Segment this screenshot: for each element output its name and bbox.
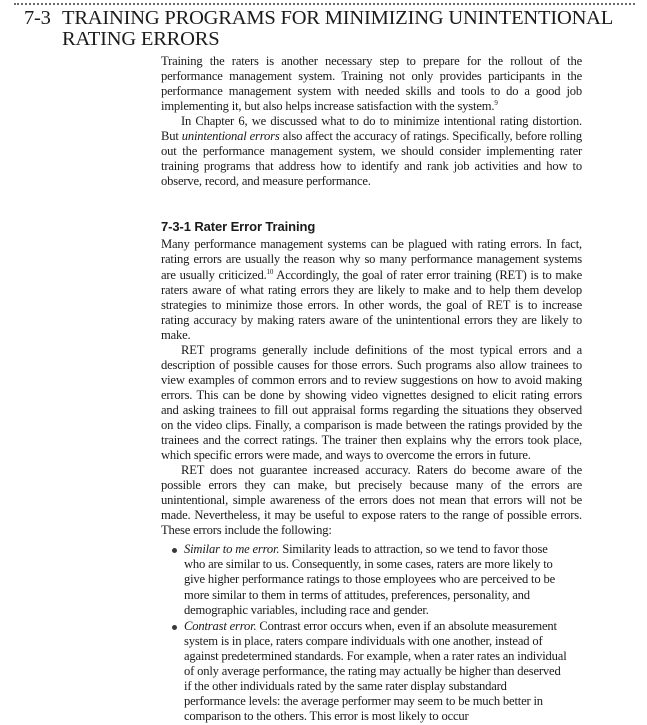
intro-paragraph-2: In Chapter 6, we discussed what to do to minimize intentional rating distortion. But unintentional errors also affect the accuracy of ratings. Specifically, before rolling out the performance management system, we should consider implementing rater training programs that address how to identify and rank job activities and how to observe, record, and measure performance. <box>161 114 582 189</box>
list-item-text: Contrast error occurs when, even if an absolute measurement system is in place, raters compare individuals with one another, instead of against predetermined standards. For example, when a rater rates an individual of only average performance, the rating may actually be higher than deserved if the other individuals rated by the same rater display substandard performance levels: the average performer may seem to be much better in comparison to the others. This error is most likely to occur <box>184 618 567 723</box>
intro-paragraph-1: Training the raters is another necessary step to prepare for the rollout of the performance management system. Training not only provides participants in the performance management system with needed skills and tools to do a good job implementing it, but also helps increase satisfaction with the system.$^9$ <box>161 54 582 114</box>
section-title-line1: TRAINING PROGRAMS FOR MINIMIZING UNINTENTIONAL <box>62 7 614 29</box>
list-item-term: Similar to me error. <box>184 542 280 557</box>
section-heading <box>24 8 634 50</box>
footnote-marker: 10 <box>266 267 274 276</box>
rater-error-paragraph-1: Many performance management systems can be plagued with rating errors. In fact, rating errors are usually the reason why so many performance management systems are usually criticized.$^{10}$ Accordingly, the goal of rater error training (RET) is to make raters aware of what rating errors they are likely to make and to help them develop strategies to minimize those errors. In other words, the goal of RET is to increase rating accuracy by making raters aware of the unintentional errors they are likely to make. <box>161 237 582 342</box>
section-number: 7-3 <box>24 7 51 29</box>
list-item <box>161 542 582 617</box>
footnote-marker: 9 <box>494 99 498 108</box>
bullet-icon <box>172 548 177 553</box>
list-item-term: Contrast error. <box>184 618 257 633</box>
list-item <box>161 619 582 724</box>
subsection-heading: 7-3-1 Rater Error Training <box>161 219 316 235</box>
list-item-text: Similarity leads to attraction, so we tend to favor those who are similar to us. Consequently, in some cases, raters are more likely to give higher performance ratings to those employees who are perceived to be more similar to them in terms of attitudes, preferences, personality, and demographic variables, including race and gender. <box>184 542 555 617</box>
bullet-icon <box>172 625 177 630</box>
emphasis-text: unintentional errors <box>181 129 280 144</box>
rater-error-paragraph-2: RET programs generally include definitions of the most typical errors and a description of possible causes for those errors. Such programs also allow trainees to view examples of common errors and to review suggestions on how to avoid making errors. This can be done by showing video vignettes designed to elicit rating errors and asking trainees to fill out appraisal forms regarding the situations they observed on the video clips. Finally, a comparison is made between the ratings provided by the trainees and the correct ratings. The trainer then explains why the errors took place, which specific errors were made, and ways to overcome the errors in future. <box>161 342 582 463</box>
top-dotted-rule <box>14 3 635 5</box>
body-text <box>161 54 582 725</box>
section-title-line2: RATING ERRORS <box>62 28 220 50</box>
rater-error-paragraph-3: RET does not guarantee increased accuracy. Raters do become aware of the possible errors they can make, but precisely because many of the errors are unintentional, simple awareness of the errors does not mean that errors will not be made. Nevertheless, it may be useful to expose raters to the range of possible errors. These errors include the following: <box>161 463 582 538</box>
error-types-list <box>161 542 582 724</box>
